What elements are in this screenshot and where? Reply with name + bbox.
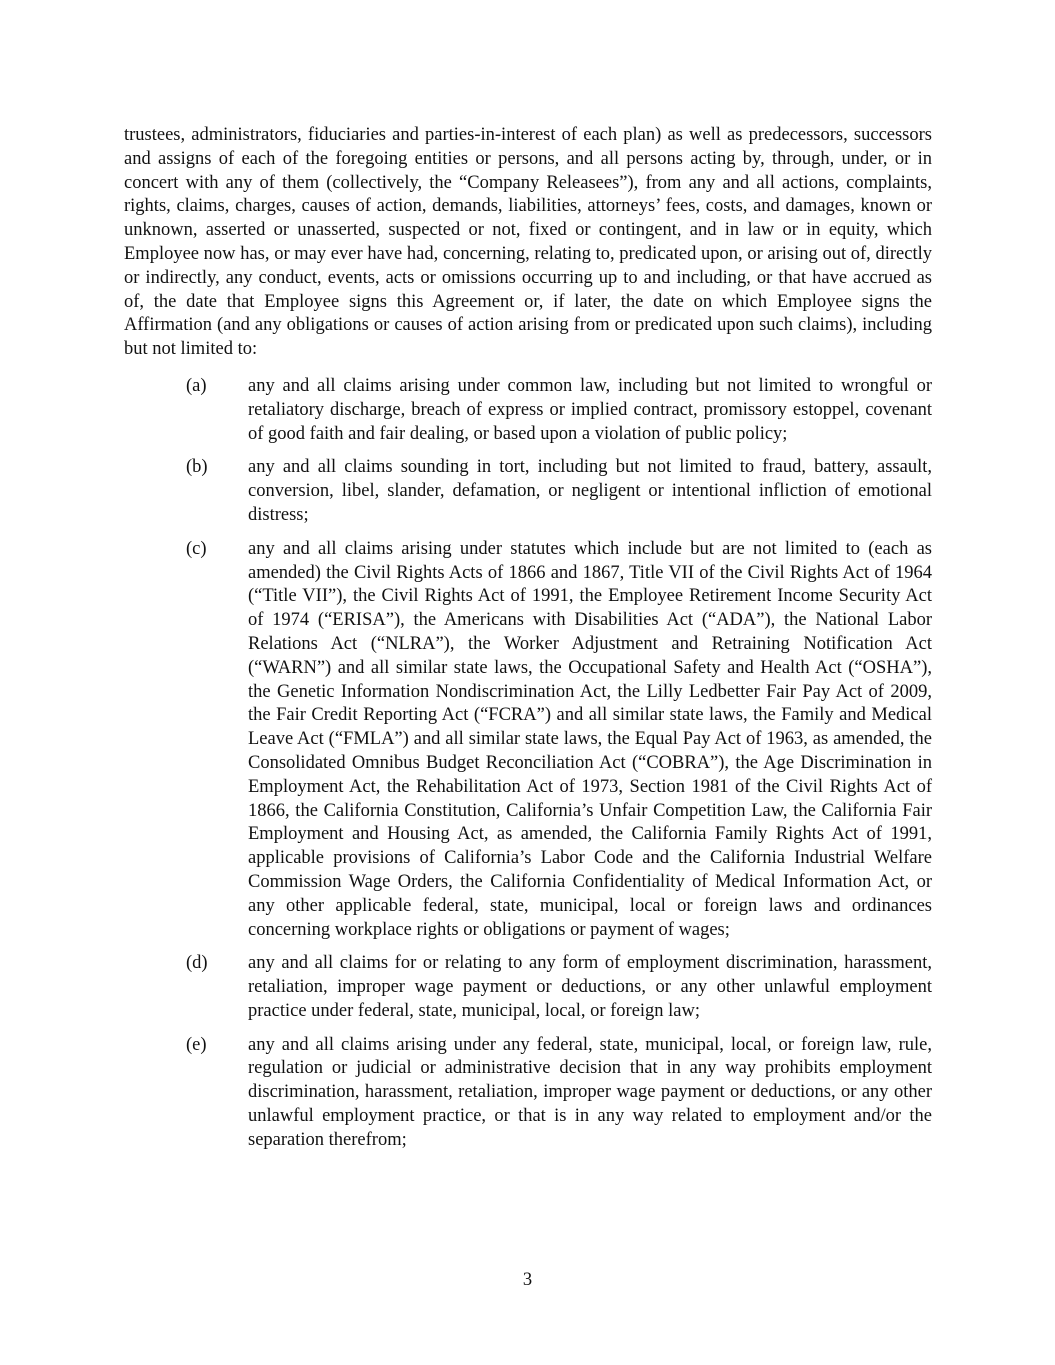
item-label: (d) <box>186 953 208 974</box>
intro-paragraph: trustees, administrators, fiduciaries and parties-in-interest of each plan) as well as predecessors, successors and assigns of each of the foregoing entities or persons, and all persons acting by, through, under, or in concert with any of them (collectively, the “Company Releasees”), from any and all actions, complaints, rights, claims, charges, causes of action, demands, liabilities, attorneys’ fees, costs, and damages, known or unknown, asserted or unasserted, suspected or not, fixed or contingent, and in law or in equity, which Employee now has, or may ever have had, concerning, relating to, predicated upon, or arising out of, directly or indirectly, any conduct, events, acts or omissions occurring up to and including, or that have accrued as of, the date that Employee signs this Agreement or, if later, the date on which Employee signs the Affirmation (and any obligations or causes of action arising from or predicated upon such claims), including but not limited to: <box>124 125 932 360</box>
page-number: 3 <box>522 1270 533 1290</box>
list-item <box>124 375 932 446</box>
claims-list <box>124 375 932 1153</box>
document-page <box>124 124 932 1163</box>
item-label: (b) <box>186 457 208 478</box>
list-item <box>124 1034 932 1153</box>
item-label: (c) <box>186 538 207 559</box>
item-text: any and all claims sounding in tort, including but not limited to fraud, battery, assault, conversion, libel, slander, defamation, or negligent or intentional infliction of emotional distress; <box>248 457 932 525</box>
list-item <box>124 456 932 527</box>
item-text: any and all claims arising under common law, including but not limited to wrongful or retaliatory discharge, breach of express or implied contract, promissory estoppel, covenant of good faith and fair dealing, or based upon a violation of public policy; <box>248 375 932 444</box>
list-item <box>124 952 932 1023</box>
item-label: (a) <box>186 375 207 396</box>
item-text: any and all claims arising under any federal, state, municipal, local, or foreign law, rule, regulation or judicial or administrative decision that in any way prohibits employment discrimination, harassment, retaliation, improper wage payment or deductions, or any other unlawful employment practice, or that is in any way related to employment and/or the separation therefrom; <box>248 1034 932 1150</box>
list-item <box>124 538 932 943</box>
item-text: any and all claims for or relating to any form of employment discrimination, harassment, retaliation, improper wage payment or deductions, or any other unlawful employment practice under federal, state, municipal, local, or foreign law; <box>248 953 932 1021</box>
item-label: (e) <box>186 1034 207 1055</box>
item-text: any and all claims arising under statutes which include but are not limited to (each as amended) the Civil Rights Acts of 1866 and 1867, Title VII of the Civil Rights Act of 1964 (“Title VII”), the Civil Rights Act of 1991, the Employee Retirement Income Security Act of 1974 (“ERISA”), the Americans with Disabilities Act (“ADA”), the National Labor Relations Act (“NLRA”), the Worker Adjustment and Retraining Notification Act (“WARN”) and all similar state laws, the Occupational Safety and Health Act (“OSHA”), the Genetic Information Nondiscrimination Act, the Lilly Ledbetter Fair Pay Act of 2009, the Fair Credit Reporting Act (“FCRA”) and all similar state laws, the Family and Medical Leave Act (“FMLA”) and all similar state laws, the Equal Pay Act of 1963, as amended, the Consolidated Omnibus Budget Reconciliation Act (“COBRA”), the Age Discrimination in Employment Act, the Rehabilitation Act of 1973, Section 1981 of the Civil Rights Act of 1866, the California Constitution, California’s Unfair Competition Law, the California Fair Employment and Housing Act, as amended, the California Family Rights Act of 1991, applicable provisions of California’s Labor Code and the California Industrial Welfare Commission Wage Orders, the California Confidentiality of Medical Information Act, or any other applicable federal, state, municipal, local or foreign laws and ordinances concerning workplace rights or obligations or payment of wages; <box>248 538 932 940</box>
